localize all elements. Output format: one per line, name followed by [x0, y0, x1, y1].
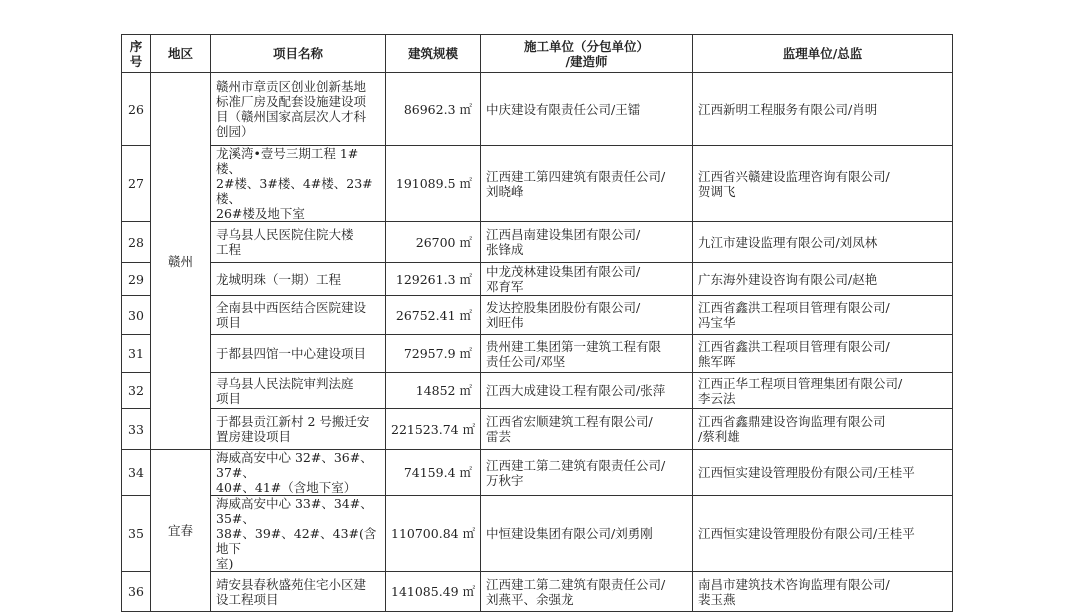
builder-unit: 江西大成建设工程有限公司/张萍 [481, 373, 693, 409]
builder-unit: 中恒建设集团有限公司/刘勇刚 [481, 496, 693, 572]
row-number: 33 [122, 409, 151, 450]
region-cell: 宜春 [151, 450, 211, 612]
builder-unit: 江西建工第二建筑有限责任公司/ 刘燕平、余强龙 [481, 572, 693, 612]
building-scale: 110700.84 ㎡ [386, 496, 481, 572]
table-row [122, 373, 953, 409]
builder-unit: 江西昌南建设集团有限公司/ 张锋成 [481, 222, 693, 263]
table-row [122, 73, 953, 146]
project-name: 寻乌县人民法院审判法庭 项目 [211, 373, 386, 409]
project-name: 海威高安中心 32#、36#、37#、 40#、41#（含地下室） [211, 450, 386, 496]
building-scale: 191089.5 ㎡ [386, 146, 481, 222]
row-number: 29 [122, 263, 151, 296]
supervisor-unit: 江西恒实建设管理股份有限公司/王桂平 [693, 496, 953, 572]
project-name: 龙城明珠（一期）工程 [211, 263, 386, 296]
table-row [122, 450, 953, 496]
builder-unit: 发达控股集团股份有限公司/ 刘旺伟 [481, 296, 693, 335]
row-number: 31 [122, 335, 151, 373]
header-no: 序 号 [122, 35, 151, 73]
building-scale: 221523.74 ㎡ [386, 409, 481, 450]
building-scale: 26700 ㎡ [386, 222, 481, 263]
builder-unit: 江西建工第二建筑有限责任公司/ 万秋宇 [481, 450, 693, 496]
supervisor-unit: 江西省鑫洪工程项目管理有限公司/ 冯宝华 [693, 296, 953, 335]
header-project-name: 项目名称 [211, 35, 386, 73]
table-row [122, 263, 953, 296]
supervisor-unit: 江西省鑫鼎建设咨询监理有限公司 /蔡利雄 [693, 409, 953, 450]
project-name: 赣州市章贡区创业创新基地 标准厂房及配套设施建设项 目（赣州国家高层次人才科 创园） [211, 73, 386, 146]
table-row [122, 335, 953, 373]
supervisor-unit: 江西恒实建设管理股份有限公司/王桂平 [693, 450, 953, 496]
project-name: 海威高安中心 33#、34#、35#、 38#、39#、42#、43#(含地下 室) [211, 496, 386, 572]
project-name: 全南县中西医结合医院建设 项目 [211, 296, 386, 335]
header-region: 地区 [151, 35, 211, 73]
building-scale: 72957.9 ㎡ [386, 335, 481, 373]
project-name: 于都县贡江新村 2 号搬迁安 置房建设项目 [211, 409, 386, 450]
table-row [122, 222, 953, 263]
table-body [122, 73, 953, 612]
header-builder: 施工单位（分包单位） /建造师 [481, 35, 693, 73]
region-cell: 赣州 [151, 73, 211, 450]
table-row [122, 409, 953, 450]
building-scale: 14852 ㎡ [386, 373, 481, 409]
row-number: 36 [122, 572, 151, 612]
building-scale: 26752.41 ㎡ [386, 296, 481, 335]
supervisor-unit: 江西省鑫洪工程项目管理有限公司/ 熊军晖 [693, 335, 953, 373]
building-scale: 141085.49 ㎡ [386, 572, 481, 612]
header-supervisor: 监理单位/总监 [693, 35, 953, 73]
table-row [122, 146, 953, 222]
supervisor-unit: 南昌市建筑技术咨询监理有限公司/ 裴玉燕 [693, 572, 953, 612]
row-number: 26 [122, 73, 151, 146]
building-scale: 86962.3 ㎡ [386, 73, 481, 146]
builder-unit: 贵州建工集团第一建筑工程有限 责任公司/邓坚 [481, 335, 693, 373]
builder-unit: 江西省宏顺建筑工程有限公司/ 雷芸 [481, 409, 693, 450]
builder-unit: 江西建工第四建筑有限责任公司/ 刘晓峰 [481, 146, 693, 222]
project-name: 龙溪湾•壹号三期工程 1#楼、 2#楼、3#楼、4#楼、23#楼、 26#楼及地下室 [211, 146, 386, 222]
project-name: 寻乌县人民医院住院大楼 工程 [211, 222, 386, 263]
builder-unit: 中龙茂林建设集团有限公司/ 邓育军 [481, 263, 693, 296]
row-number: 28 [122, 222, 151, 263]
supervisor-unit: 广东海外建设咨询有限公司/赵艳 [693, 263, 953, 296]
row-number: 30 [122, 296, 151, 335]
row-number: 34 [122, 450, 151, 496]
table-row [122, 296, 953, 335]
supervisor-unit: 江西正华工程项目管理集团有限公司/ 李云法 [693, 373, 953, 409]
building-scale: 74159.4 ㎡ [386, 450, 481, 496]
building-scale: 129261.3 ㎡ [386, 263, 481, 296]
header-row [122, 35, 953, 73]
table-row [122, 572, 953, 612]
builder-unit: 中庆建设有限责任公司/王镭 [481, 73, 693, 146]
row-number: 32 [122, 373, 151, 409]
supervisor-unit: 九江市建设监理有限公司/刘凤林 [693, 222, 953, 263]
supervisor-unit: 江西新明工程服务有限公司/肖明 [693, 73, 953, 146]
project-name: 靖安县春秋盛苑住宅小区建 设工程项目 [211, 572, 386, 612]
table-row [122, 496, 953, 572]
project-name: 于都县四馆一中心建设项目 [211, 335, 386, 373]
project-table [121, 34, 953, 612]
row-number: 35 [122, 496, 151, 572]
supervisor-unit: 江西省兴赣建设监理咨询有限公司/ 贺调飞 [693, 146, 953, 222]
header-scale: 建筑规模 [386, 35, 481, 73]
row-number: 27 [122, 146, 151, 222]
